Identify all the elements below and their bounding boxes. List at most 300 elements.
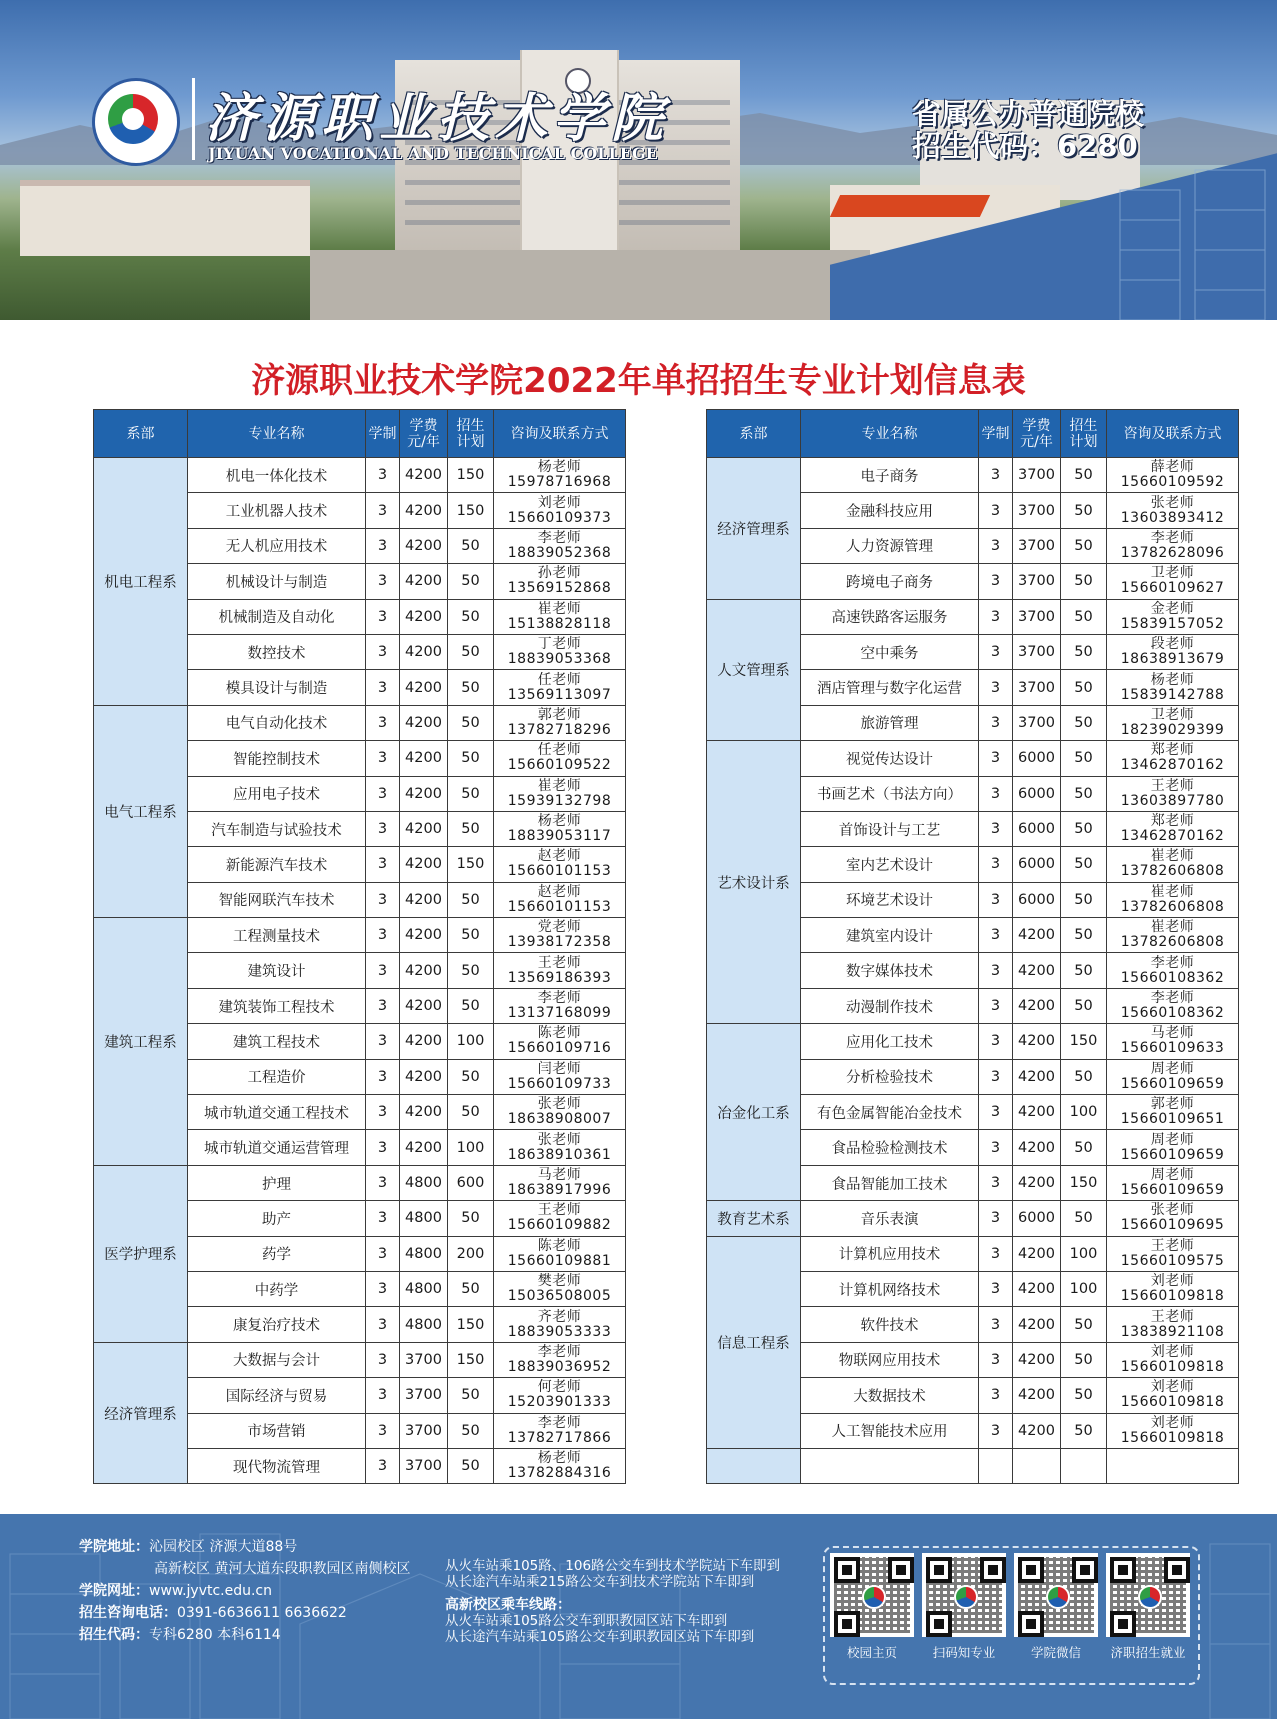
fee-cell: 4200 (400, 776, 448, 811)
teacher-phone: 15660109575 (1120, 1252, 1225, 1269)
major-cell: 建筑工程技术 (188, 1024, 366, 1059)
plan-cell: 50 (1061, 882, 1107, 917)
major-cell: 有色金属智能冶金技术 (801, 1095, 979, 1130)
plan-cell: 50 (1061, 493, 1107, 528)
logo-core (122, 108, 144, 130)
footer-info (79, 1536, 410, 1646)
contact-cell (1107, 493, 1239, 528)
teacher-name: 崔老师 (537, 600, 582, 617)
fee-cell: 3700 (1013, 705, 1061, 740)
contact-cell (494, 1413, 626, 1448)
teacher-name: 崔老师 (1150, 883, 1195, 900)
major-cell: 分析检验技术 (801, 1059, 979, 1094)
fee-cell: 6000 (1013, 776, 1061, 811)
plaza (310, 250, 870, 320)
qr-logo-icon (1046, 1585, 1070, 1609)
contact-cell (494, 670, 626, 705)
fee-cell: 4200 (400, 988, 448, 1023)
fee-cell: 3700 (1013, 528, 1061, 563)
contact-cell (1107, 882, 1239, 917)
teacher-name: 段老师 (1150, 636, 1195, 653)
address-2: 高新校区 黄河大道东段职教园区南侧校区 (154, 1561, 411, 1577)
major-cell: 康复治疗技术 (188, 1307, 366, 1342)
contact-cell (494, 918, 626, 953)
teacher-name: 卫老师 (1150, 706, 1195, 723)
dept-cell: 电气工程系 (94, 705, 188, 917)
table-row (707, 599, 1239, 634)
fee-cell: 4200 (1013, 1342, 1061, 1377)
plan-cell: 50 (1061, 599, 1107, 634)
teacher-name: 李老师 (537, 529, 582, 546)
major-cell: 无人机应用技术 (188, 528, 366, 563)
teacher-name: 周老师 (1150, 1167, 1195, 1183)
fee-cell: 4800 (400, 1271, 448, 1306)
dept-cell: 建筑工程系 (94, 918, 188, 1166)
header-dept: 系部 (707, 410, 801, 458)
qr-finder-pattern (834, 1557, 860, 1583)
teacher-name: 金老师 (1150, 600, 1195, 617)
years-cell: 3 (366, 564, 400, 599)
dept-cell: 经济管理系 (707, 458, 801, 600)
years-cell: 3 (979, 1130, 1013, 1165)
contact-cell (494, 493, 626, 528)
teacher-phone: 13782606808 (1120, 898, 1225, 915)
years-cell: 3 (979, 458, 1013, 493)
plan-cell: 150 (448, 847, 494, 882)
qr-code-icon[interactable] (922, 1553, 1006, 1637)
header-plan-line2: 计划 (1069, 433, 1098, 450)
major-cell: 数控技术 (188, 634, 366, 669)
contact-cell (1107, 847, 1239, 882)
teacher-name: 崔老师 (1150, 848, 1195, 865)
contact-cell (1107, 1271, 1239, 1306)
plan-cell: 50 (448, 882, 494, 917)
years-cell: 3 (979, 1165, 1013, 1200)
teacher-name: 李老师 (537, 990, 582, 1007)
header-fee-line1: 学费 (1022, 417, 1051, 434)
enrollment-code-label: 招生代码：6280 (912, 129, 1138, 163)
teacher-phone: 13782606808 (1120, 863, 1225, 880)
contact-cell (494, 811, 626, 846)
dept-cell: 经济管理系 (94, 1342, 188, 1484)
contact-cell (1107, 1413, 1239, 1448)
plan-cell: 50 (1061, 1413, 1107, 1448)
fee-cell: 6000 (1013, 741, 1061, 776)
fee-cell: 4200 (400, 493, 448, 528)
major-cell: 室内艺术设计 (801, 847, 979, 882)
contact-cell (1107, 1342, 1239, 1377)
teacher-name: 孙老师 (537, 565, 582, 582)
years-cell: 3 (979, 988, 1013, 1023)
fee-cell: 6000 (1013, 882, 1061, 917)
dept-cell: 信息工程系 (707, 1236, 801, 1448)
qr-finder-core (1118, 1619, 1128, 1629)
contact-cell (494, 564, 626, 599)
qr-finder-core (1172, 1565, 1182, 1575)
contact-cell (494, 741, 626, 776)
teacher-phone: 15660109651 (1120, 1111, 1225, 1128)
plan-cell: 100 (448, 1130, 494, 1165)
contact-cell (494, 705, 626, 740)
contact-cell (1107, 670, 1239, 705)
fee-cell: 6000 (1013, 847, 1061, 882)
website-link[interactable]: www.jyvtc.edu.cn (149, 1583, 273, 1599)
years-cell: 3 (979, 811, 1013, 846)
teacher-name: 王老师 (1150, 1237, 1195, 1254)
years-cell: 3 (979, 1413, 1013, 1448)
teacher-name: 郑老师 (1150, 813, 1195, 830)
major-cell: 金融科技应用 (801, 493, 979, 528)
major-cell: 新能源汽车技术 (188, 847, 366, 882)
fee-cell: 4200 (400, 705, 448, 740)
teacher-name: 赵老师 (537, 848, 582, 865)
contact-cell (1107, 953, 1239, 988)
contact-cell (1107, 918, 1239, 953)
plan-cell: 50 (1061, 953, 1107, 988)
fee-cell: 4200 (1013, 1307, 1061, 1342)
teacher-name: 张老师 (537, 1096, 582, 1113)
contact-cell (1107, 988, 1239, 1023)
plan-cell: 50 (448, 776, 494, 811)
major-cell: 数字媒体技术 (801, 953, 979, 988)
teacher-name: 郭老师 (1150, 1096, 1195, 1113)
major-cell: 中药学 (188, 1271, 366, 1306)
empty-cell (1107, 1448, 1239, 1483)
qr-finder-core (934, 1619, 944, 1629)
address-line-2 (79, 1558, 410, 1580)
plan-cell: 50 (448, 670, 494, 705)
empty-cell (1061, 1448, 1107, 1483)
teacher-phone: 15839157052 (1120, 615, 1225, 632)
major-cell: 建筑装饰工程技术 (188, 988, 366, 1023)
teacher-phone: 18839053333 (507, 1323, 612, 1340)
header-plan (1061, 410, 1107, 458)
years-cell: 3 (979, 1024, 1013, 1059)
fee-cell: 3700 (400, 1413, 448, 1448)
table-row (94, 458, 626, 493)
teacher-name: 张老师 (1150, 1202, 1195, 1219)
qr-logo-icon (862, 1585, 886, 1609)
contact-cell (494, 1271, 626, 1306)
major-cell: 物联网应用技术 (801, 1342, 979, 1377)
fee-cell: 4200 (400, 741, 448, 776)
teacher-name: 李老师 (537, 1343, 582, 1360)
phone-label: 招生咨询电话： (79, 1605, 177, 1621)
plan-table-right (706, 409, 1239, 1484)
fee-cell: 4200 (1013, 918, 1061, 953)
teacher-phone: 15203901333 (507, 1394, 612, 1411)
teacher-phone: 13569113097 (507, 686, 612, 703)
major-cell: 空中乘务 (801, 634, 979, 669)
qr-finder-pattern (1018, 1611, 1044, 1637)
teacher-phone: 18638910361 (507, 1146, 612, 1163)
years-cell: 3 (366, 1024, 400, 1059)
table-header-row (94, 410, 626, 458)
fee-cell: 4800 (400, 1165, 448, 1200)
qr-finder-core (1026, 1565, 1036, 1575)
contact-cell (1107, 564, 1239, 599)
contact-cell (1107, 1201, 1239, 1236)
major-cell: 工程造价 (188, 1059, 366, 1094)
gaoxin-route-title: 高新校区乘车线路： (445, 1597, 571, 1613)
fee-cell: 4200 (400, 1095, 448, 1130)
plan-table-left-body (94, 458, 626, 1484)
qr-finder-pattern (888, 1557, 914, 1583)
teacher-phone: 15978716968 (507, 474, 612, 491)
contact-cell (494, 528, 626, 563)
table-row (94, 1342, 626, 1377)
contact-cell (1107, 1095, 1239, 1130)
teacher-name: 陈老师 (537, 1237, 582, 1254)
dept-cell: 教育艺术系 (707, 1201, 801, 1236)
fee-cell: 4200 (400, 1059, 448, 1094)
teacher-phone: 18638913679 (1120, 651, 1225, 668)
teacher-name: 何老师 (537, 1379, 582, 1396)
plan-cell: 150 (448, 1342, 494, 1377)
header-major: 专业名称 (188, 410, 366, 458)
plan-cell: 50 (448, 741, 494, 776)
years-cell: 3 (366, 988, 400, 1023)
qr-logo-icon (954, 1585, 978, 1609)
major-cell: 工业机器人技术 (188, 493, 366, 528)
contact-cell (494, 1448, 626, 1483)
route-2: 从长途汽车站乘215路公交车到技术学院站下车即到 (445, 1574, 755, 1590)
major-cell: 书画艺术（书法方向） (801, 776, 979, 811)
plan-cell: 50 (448, 705, 494, 740)
header-major: 专业名称 (801, 410, 979, 458)
teacher-phone: 15138828118 (507, 615, 612, 632)
fee-cell: 4200 (1013, 1059, 1061, 1094)
website-label: 学院网址： (79, 1583, 149, 1599)
fee-cell: 4200 (400, 599, 448, 634)
major-cell: 人力资源管理 (801, 528, 979, 563)
teacher-phone: 15660109659 (1120, 1075, 1225, 1092)
plan-cell: 600 (448, 1165, 494, 1200)
major-cell: 工程测量技术 (188, 918, 366, 953)
fee-cell: 3700 (400, 1378, 448, 1413)
contact-cell (494, 458, 626, 493)
plan-cell: 50 (448, 988, 494, 1023)
teacher-name: 刘老师 (1150, 1414, 1195, 1431)
teacher-phone: 15660109882 (507, 1217, 612, 1234)
address-1: 沁园校区 济源大道88号 (149, 1539, 298, 1555)
fee-cell: 4200 (400, 634, 448, 669)
teacher-name: 郭老师 (537, 706, 582, 723)
major-cell: 食品智能加工技术 (801, 1165, 979, 1200)
years-cell: 3 (366, 1095, 400, 1130)
header-contact: 咨询及联系方式 (494, 410, 626, 458)
major-cell: 酒店管理与数字化运营 (801, 670, 979, 705)
plan-cell: 150 (1061, 1165, 1107, 1200)
plan-cell: 50 (1061, 670, 1107, 705)
years-cell: 3 (366, 918, 400, 953)
fee-cell: 4200 (400, 882, 448, 917)
years-cell: 3 (979, 882, 1013, 917)
address-label: 学院地址： (79, 1539, 149, 1555)
years-cell: 3 (979, 1095, 1013, 1130)
teacher-name: 李老师 (1150, 990, 1195, 1007)
contact-cell (1107, 705, 1239, 740)
plan-cell: 150 (448, 493, 494, 528)
page-title: 济源职业技术学院2022年单招招生专业计划信息表 (251, 361, 1026, 401)
major-cell: 软件技术 (801, 1307, 979, 1342)
contact-cell (494, 1307, 626, 1342)
major-cell: 现代物流管理 (188, 1448, 366, 1483)
plan-cell: 50 (448, 1378, 494, 1413)
major-cell: 应用电子技术 (188, 776, 366, 811)
contact-cell (494, 988, 626, 1023)
fee-cell: 4800 (400, 1307, 448, 1342)
fee-cell: 4200 (1013, 953, 1061, 988)
years-cell: 3 (979, 847, 1013, 882)
contact-cell (494, 1236, 626, 1271)
teacher-name: 马老师 (1150, 1025, 1195, 1042)
teacher-phone: 13782884316 (507, 1465, 612, 1482)
years-cell: 3 (366, 847, 400, 882)
fee-cell: 4200 (1013, 1165, 1061, 1200)
plan-table-left (93, 409, 626, 1484)
contact-cell (1107, 458, 1239, 493)
years-cell: 3 (366, 776, 400, 811)
phone-line (79, 1602, 410, 1624)
plan-cell: 100 (448, 1024, 494, 1059)
qr-code-icon[interactable] (830, 1553, 914, 1637)
years-cell: 3 (366, 458, 400, 493)
years-cell: 3 (979, 1271, 1013, 1306)
major-cell: 汽车制造与试验技术 (188, 811, 366, 846)
dept-cell: 冶金化工系 (707, 1024, 801, 1201)
years-cell: 3 (366, 1236, 400, 1271)
teacher-name: 王老师 (537, 954, 582, 971)
teacher-phone: 15660109818 (1120, 1429, 1225, 1446)
years-cell: 3 (979, 1307, 1013, 1342)
major-cell: 旅游管理 (801, 705, 979, 740)
qr-label: 济职招生就业 (1110, 1645, 1186, 1660)
teacher-phone: 15660109818 (1120, 1358, 1225, 1375)
years-cell: 3 (366, 670, 400, 705)
contact-cell (494, 1130, 626, 1165)
header-plan-line2: 计划 (456, 433, 485, 450)
qr-finder-pattern (980, 1557, 1006, 1583)
years-cell: 3 (979, 1236, 1013, 1271)
teacher-name: 陈老师 (537, 1025, 582, 1042)
years-cell: 3 (979, 1059, 1013, 1094)
plan-cell: 50 (1061, 1201, 1107, 1236)
fee-cell: 6000 (1013, 1201, 1061, 1236)
contact-cell (1107, 1307, 1239, 1342)
years-cell: 3 (979, 599, 1013, 634)
contact-cell (494, 1378, 626, 1413)
teacher-name: 王老师 (1150, 1308, 1195, 1325)
contact-cell (1107, 528, 1239, 563)
header-contact: 咨询及联系方式 (1107, 410, 1239, 458)
contact-cell (1107, 599, 1239, 634)
years-cell: 3 (366, 599, 400, 634)
route-1: 从火车站乘105路、106路公交车到技术学院站下车即到 (445, 1558, 781, 1574)
empty-row (707, 1448, 1239, 1483)
qr-logo-icon (1138, 1585, 1162, 1609)
teacher-name: 王老师 (1150, 777, 1195, 794)
qr-finder-core (1080, 1565, 1090, 1575)
fee-cell: 3700 (1013, 599, 1061, 634)
major-cell: 应用化工技术 (801, 1024, 979, 1059)
fee-cell: 4200 (1013, 1378, 1061, 1413)
major-cell: 高速铁路客运服务 (801, 599, 979, 634)
fee-cell: 3700 (1013, 458, 1061, 493)
contact-cell (1107, 1165, 1239, 1200)
contact-cell (494, 776, 626, 811)
plan-cell: 50 (1061, 1130, 1107, 1165)
teacher-name: 刘老师 (537, 494, 582, 511)
teacher-phone: 15660108362 (1120, 969, 1225, 986)
plan-cell: 100 (1061, 1271, 1107, 1306)
qr-finder-core (988, 1565, 998, 1575)
dept-cell: 人文管理系 (707, 599, 801, 741)
years-cell: 3 (366, 1413, 400, 1448)
fee-cell: 3700 (1013, 493, 1061, 528)
teacher-name: 郑老师 (1150, 742, 1195, 759)
plan-cell: 50 (1061, 776, 1107, 811)
fee-cell: 3700 (400, 1448, 448, 1483)
major-cell: 音乐表演 (801, 1201, 979, 1236)
major-cell: 动漫制作技术 (801, 988, 979, 1023)
major-cell: 模具设计与制造 (188, 670, 366, 705)
years-cell: 3 (366, 1342, 400, 1377)
header-fee-line2: 元/年 (1020, 433, 1053, 450)
header-fee (400, 410, 448, 458)
plan-cell: 50 (448, 599, 494, 634)
plan-cell: 50 (448, 1413, 494, 1448)
teacher-name: 张老师 (1150, 494, 1195, 511)
major-cell: 视觉传达设计 (801, 741, 979, 776)
plan-cell: 50 (448, 634, 494, 669)
teacher-name: 闫老师 (537, 1060, 582, 1077)
qr-code-icon[interactable] (1014, 1553, 1098, 1637)
contact-cell (1107, 1236, 1239, 1271)
header-plan (448, 410, 494, 458)
plan-cell: 50 (1061, 811, 1107, 846)
teacher-name: 杨老师 (537, 813, 582, 830)
teacher-name: 丁老师 (537, 636, 582, 653)
plan-cell: 50 (1061, 1342, 1107, 1377)
major-cell: 大数据与会计 (188, 1342, 366, 1377)
years-cell: 3 (979, 918, 1013, 953)
teacher-name: 刘老师 (1150, 1379, 1195, 1396)
plan-cell: 50 (1061, 705, 1107, 740)
fee-cell: 3700 (400, 1342, 448, 1377)
teacher-name: 刘老师 (1150, 1273, 1195, 1290)
major-cell: 国际经济与贸易 (188, 1378, 366, 1413)
header-plan-line1: 招生 (1069, 417, 1098, 434)
table-header-row (707, 410, 1239, 458)
fee-cell: 4200 (1013, 1130, 1061, 1165)
fee-cell: 3700 (1013, 634, 1061, 669)
major-cell: 电气自动化技术 (188, 705, 366, 740)
college-name-en: JIYUAN VOCATIONAL AND TECHNICAL COLLEGE (208, 144, 658, 163)
qr-finder-core (842, 1565, 852, 1575)
plan-cell: 50 (1061, 988, 1107, 1023)
teacher-phone: 13938172358 (507, 934, 612, 951)
fee-cell: 4200 (400, 1130, 448, 1165)
contact-cell (1107, 634, 1239, 669)
plan-cell: 50 (1061, 1378, 1107, 1413)
teacher-name: 周老师 (1150, 1060, 1195, 1077)
qr-code-icon[interactable] (1106, 1553, 1190, 1637)
teacher-phone: 13137168099 (507, 1005, 612, 1022)
code-line (79, 1624, 410, 1646)
route-4: 从长途汽车站乘105路公交车到职教园区站下车即到 (445, 1629, 755, 1645)
years-cell: 3 (366, 1201, 400, 1236)
